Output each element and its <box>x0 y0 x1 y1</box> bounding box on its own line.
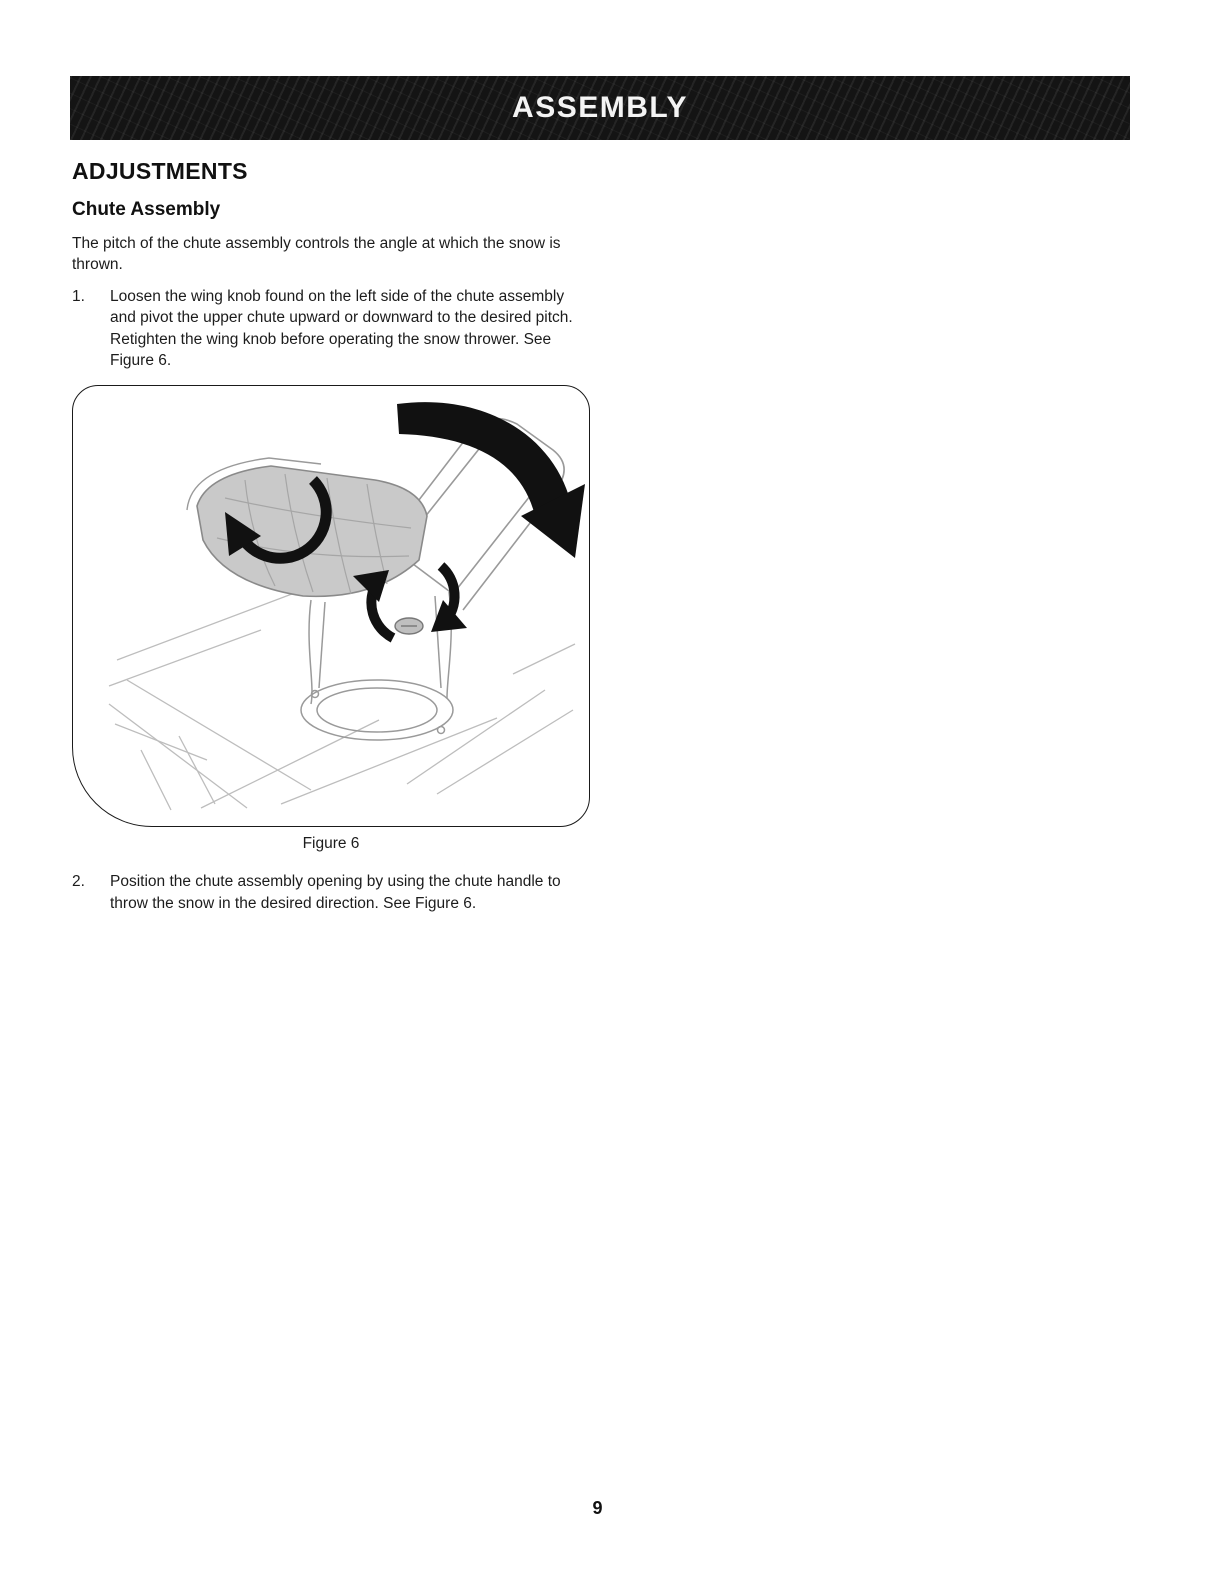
step-2-number: 2. <box>72 873 85 891</box>
chute-deflector <box>187 458 427 596</box>
figure-6-caption: Figure 6 <box>302 835 360 853</box>
section-title: ADJUSTMENTS <box>72 158 248 184</box>
figure-6-frame <box>72 385 590 827</box>
step-1-number: 1. <box>72 287 85 305</box>
step-2-text: Position the chute assembly opening by using the chute handle to throw the snow in the desired direction. See Figure 6. <box>110 873 561 912</box>
section-banner <box>70 76 1130 140</box>
subsection-title: Chute Assembly <box>72 199 221 220</box>
chute-assembly-illustration <box>75 388 587 824</box>
machine-sketch-lines <box>109 586 575 810</box>
content-column <box>72 158 592 920</box>
step-1 <box>72 286 588 372</box>
banner-title: ASSEMBLY <box>512 91 688 124</box>
intro-paragraph: The pitch of the chute assembly controls the angle at which the snow is thrown. <box>72 235 561 274</box>
wing-knob <box>395 618 423 634</box>
step-1-text: Loosen the wing knob found on the left side of the chute assembly and pivot the upper chute upward or downward to the desired pitch. Retighten the wing knob before operating the snow thrower. See Figure 6. <box>110 287 573 369</box>
page-number: 9 <box>592 1498 603 1518</box>
figure-6 <box>72 385 590 853</box>
pitch-rotation-arrow <box>397 402 585 558</box>
step-2 <box>72 871 588 914</box>
